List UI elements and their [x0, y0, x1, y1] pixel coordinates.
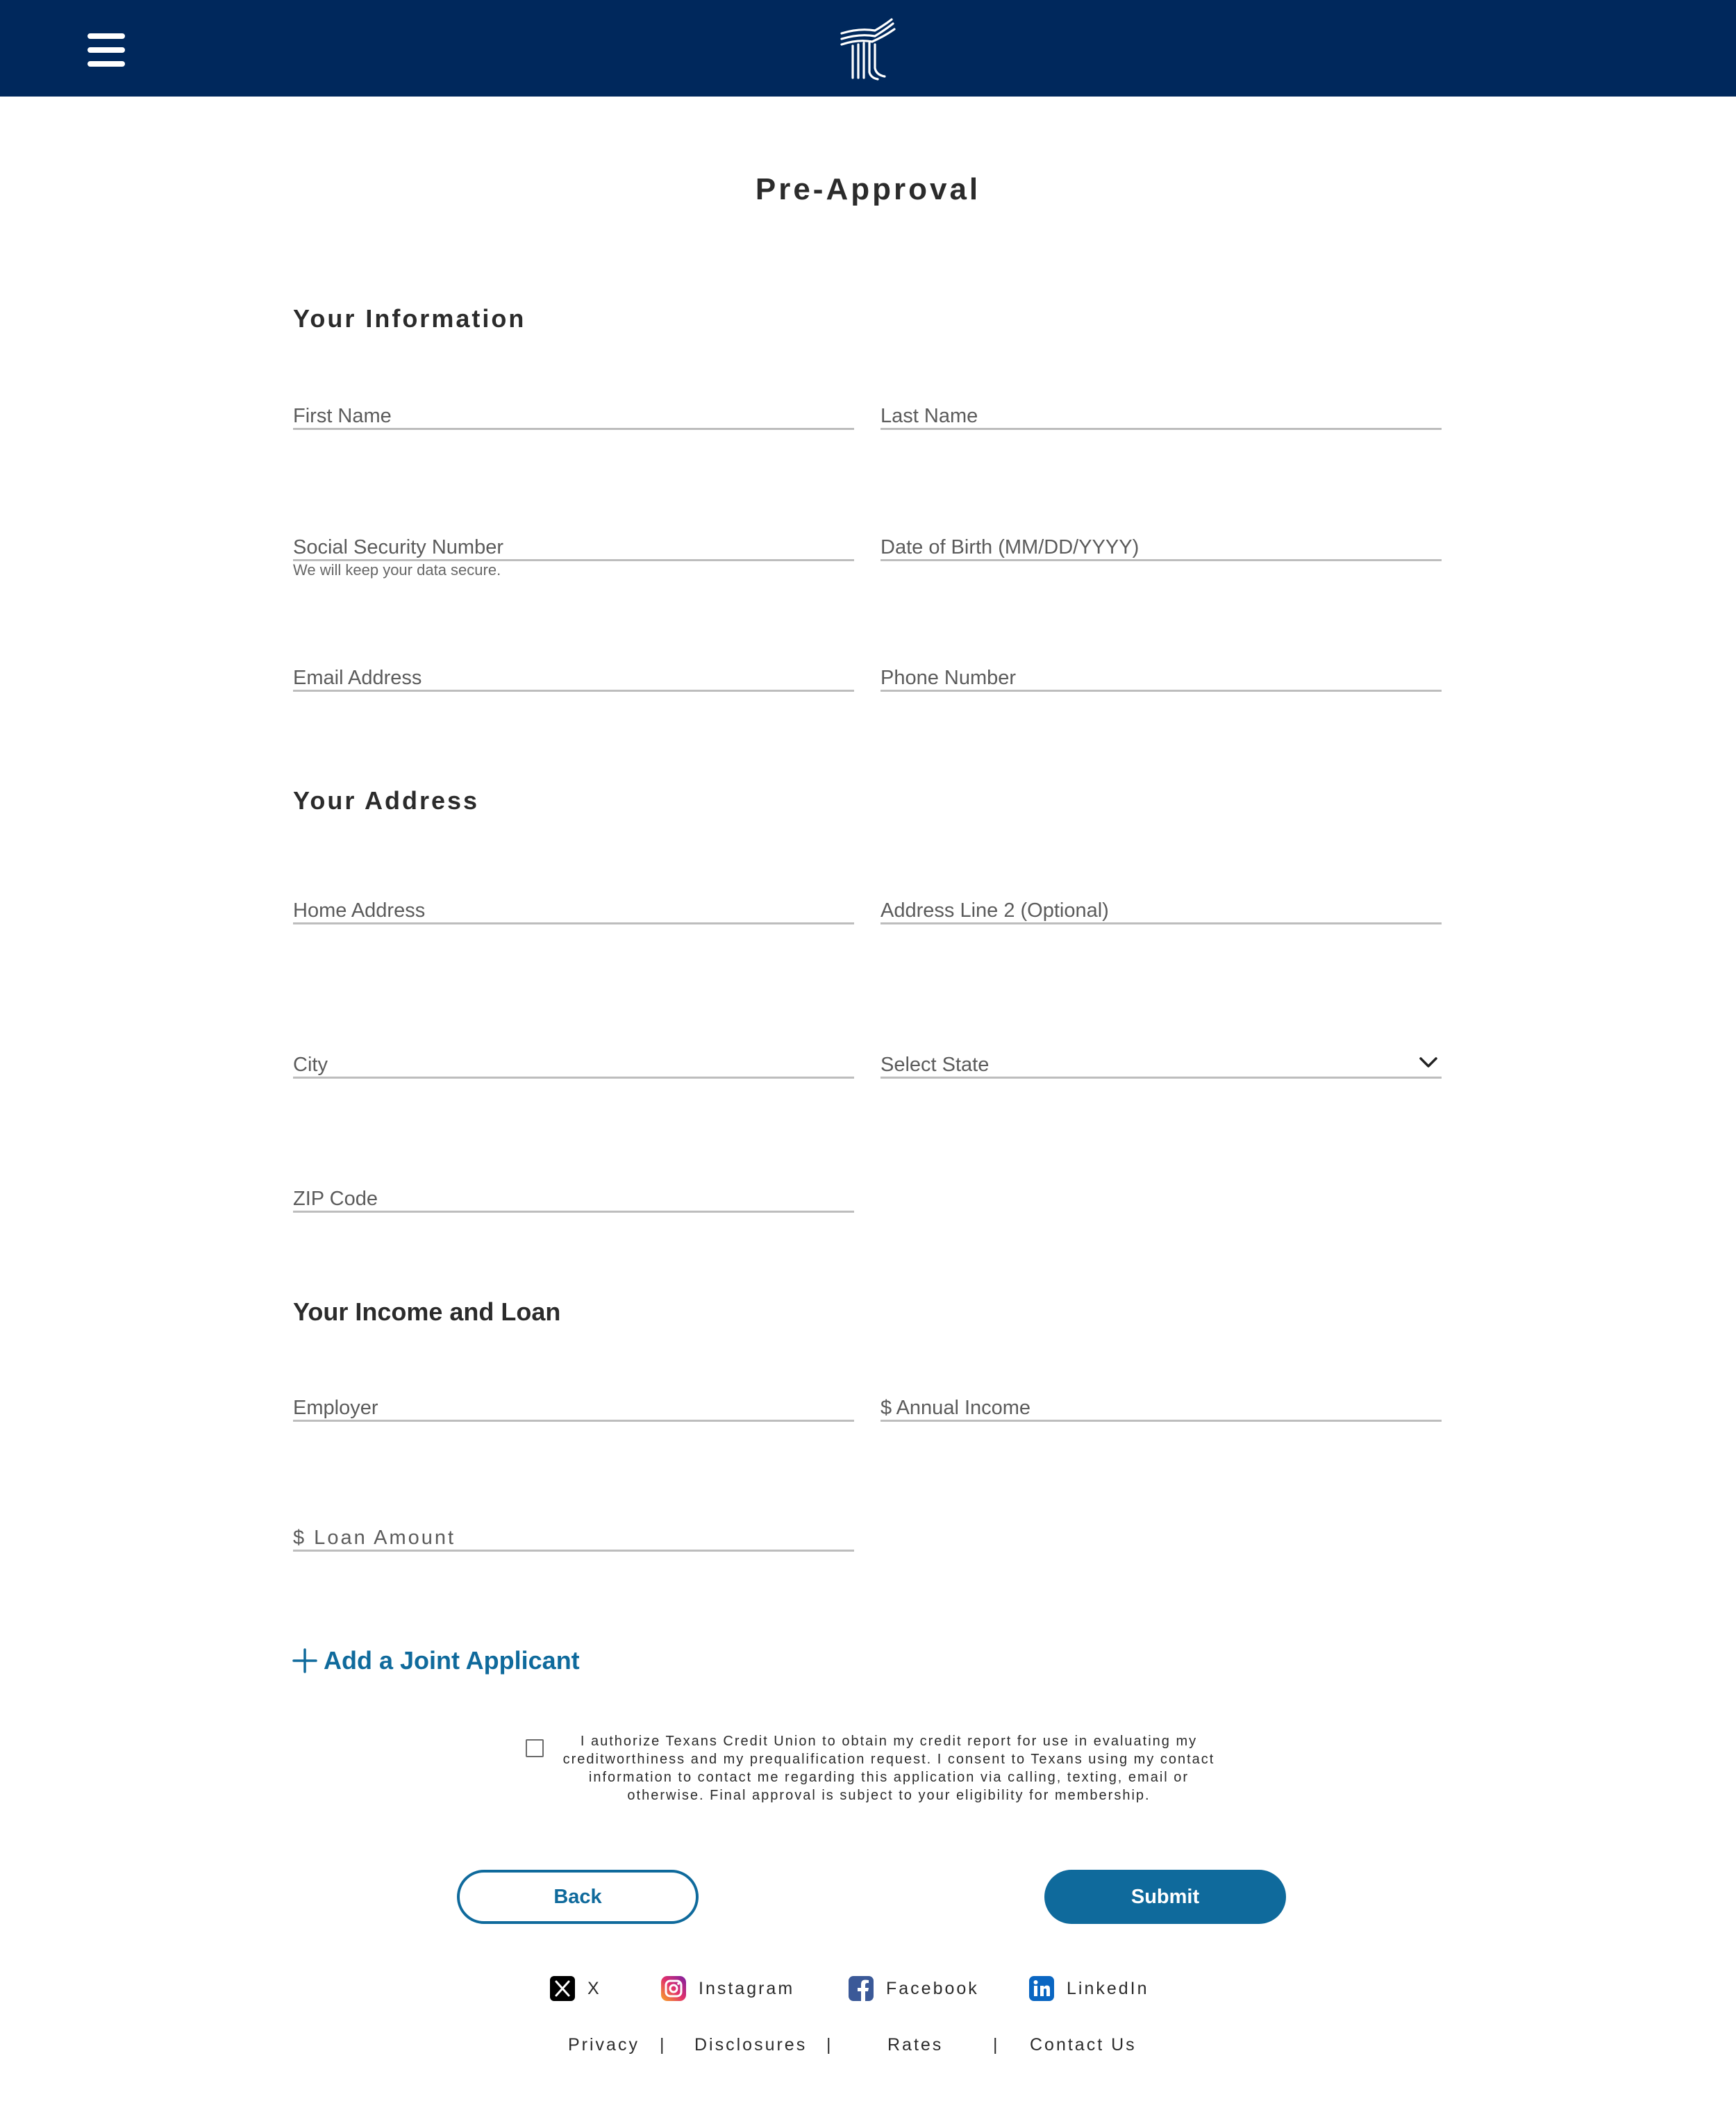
zip-code-field[interactable] — [293, 1183, 854, 1213]
loan-amount-label: $ Loan Amount — [293, 1527, 456, 1549]
section-your-information: Your Information — [293, 304, 526, 333]
add-joint-applicant-button[interactable] — [292, 1646, 580, 1675]
consent-text: I authorize Texans Credit Union to obtain my credit report for use in evaluating my creditworthiness and my prequalification request. I consent to Texans using my contact information to contact me regarding this application via calling, texting, email or otherwise. Final approval is subject to your eligibility for membership. — [562, 1734, 1215, 1803]
x-icon — [550, 1976, 575, 2001]
phone-field[interactable] — [880, 662, 1442, 692]
chevron-down-icon[interactable] — [1418, 1052, 1439, 1072]
address-line2-label: Address Line 2 (Optional) — [880, 899, 1109, 922]
home-address-label: Home Address — [293, 899, 426, 922]
ssn-hint: We will keep your data secure. — [293, 561, 501, 579]
footer-link-disclosures[interactable]: Disclosures — [694, 2035, 808, 2055]
facebook-icon — [849, 1976, 874, 2001]
last-name-label: Last Name — [880, 405, 978, 427]
phone-label: Phone Number — [880, 667, 1017, 689]
last-name-field[interactable] — [880, 400, 1442, 430]
menu-icon[interactable] — [87, 33, 125, 67]
social-label-x: X — [587, 1978, 601, 1998]
footer-link-contact-us[interactable]: Contact Us — [1030, 2035, 1137, 2055]
ssn-label: Social Security Number — [293, 536, 503, 558]
annual-income-field[interactable] — [880, 1392, 1442, 1422]
social-link-facebook[interactable] — [849, 1975, 979, 2002]
footer-link-rates[interactable]: Rates — [887, 2035, 944, 2055]
social-label-linkedin: LinkedIn — [1067, 1978, 1149, 1998]
annual-income-label: $ Annual Income — [880, 1397, 1031, 1419]
brand-logo[interactable] — [839, 18, 897, 81]
city-field[interactable] — [293, 1049, 854, 1079]
footer-separator: | — [993, 2035, 998, 2055]
page-title: Pre-Approval — [755, 172, 981, 206]
city-label: City — [293, 1054, 328, 1076]
state-select[interactable] — [880, 1049, 1442, 1079]
section-income-loan: Your Income and Loan — [293, 1297, 561, 1326]
employer-field[interactable] — [293, 1392, 854, 1422]
email-field[interactable] — [293, 662, 854, 692]
social-label-facebook: Facebook — [886, 1978, 979, 1998]
dob-label: Date of Birth (MM/DD/YYYY) — [880, 536, 1140, 558]
plus-icon — [292, 1648, 318, 1674]
social-label-instagram: Instagram — [699, 1978, 795, 1998]
consent-checkbox[interactable] — [526, 1739, 544, 1757]
loan-amount-field[interactable] — [293, 1522, 854, 1552]
social-link-x[interactable] — [550, 1975, 601, 2002]
add-joint-applicant-label: Add a Joint Applicant — [324, 1646, 580, 1675]
submit-button[interactable]: Submit — [1044, 1870, 1286, 1924]
social-link-linkedin[interactable] — [1029, 1975, 1149, 2002]
linkedin-icon — [1029, 1976, 1054, 2001]
back-button[interactable]: Back — [457, 1870, 699, 1924]
social-link-instagram[interactable] — [661, 1975, 794, 2002]
address-line2-field[interactable] — [880, 895, 1442, 924]
employer-label: Employer — [293, 1397, 378, 1419]
ssn-field[interactable] — [293, 531, 854, 561]
first-name-field[interactable] — [293, 400, 854, 430]
zip-code-label: ZIP Code — [293, 1188, 378, 1210]
first-name-label: First Name — [293, 405, 392, 427]
home-address-field[interactable] — [293, 895, 854, 924]
footer-separator: | — [660, 2035, 665, 2055]
email-label: Email Address — [293, 667, 422, 689]
section-your-address: Your Address — [293, 786, 480, 815]
footer-separator: | — [826, 2035, 831, 2055]
state-label: Select State — [880, 1054, 990, 1076]
dob-field[interactable] — [880, 531, 1442, 561]
footer-link-privacy[interactable]: Privacy — [568, 2035, 640, 2055]
instagram-icon — [661, 1976, 686, 2001]
